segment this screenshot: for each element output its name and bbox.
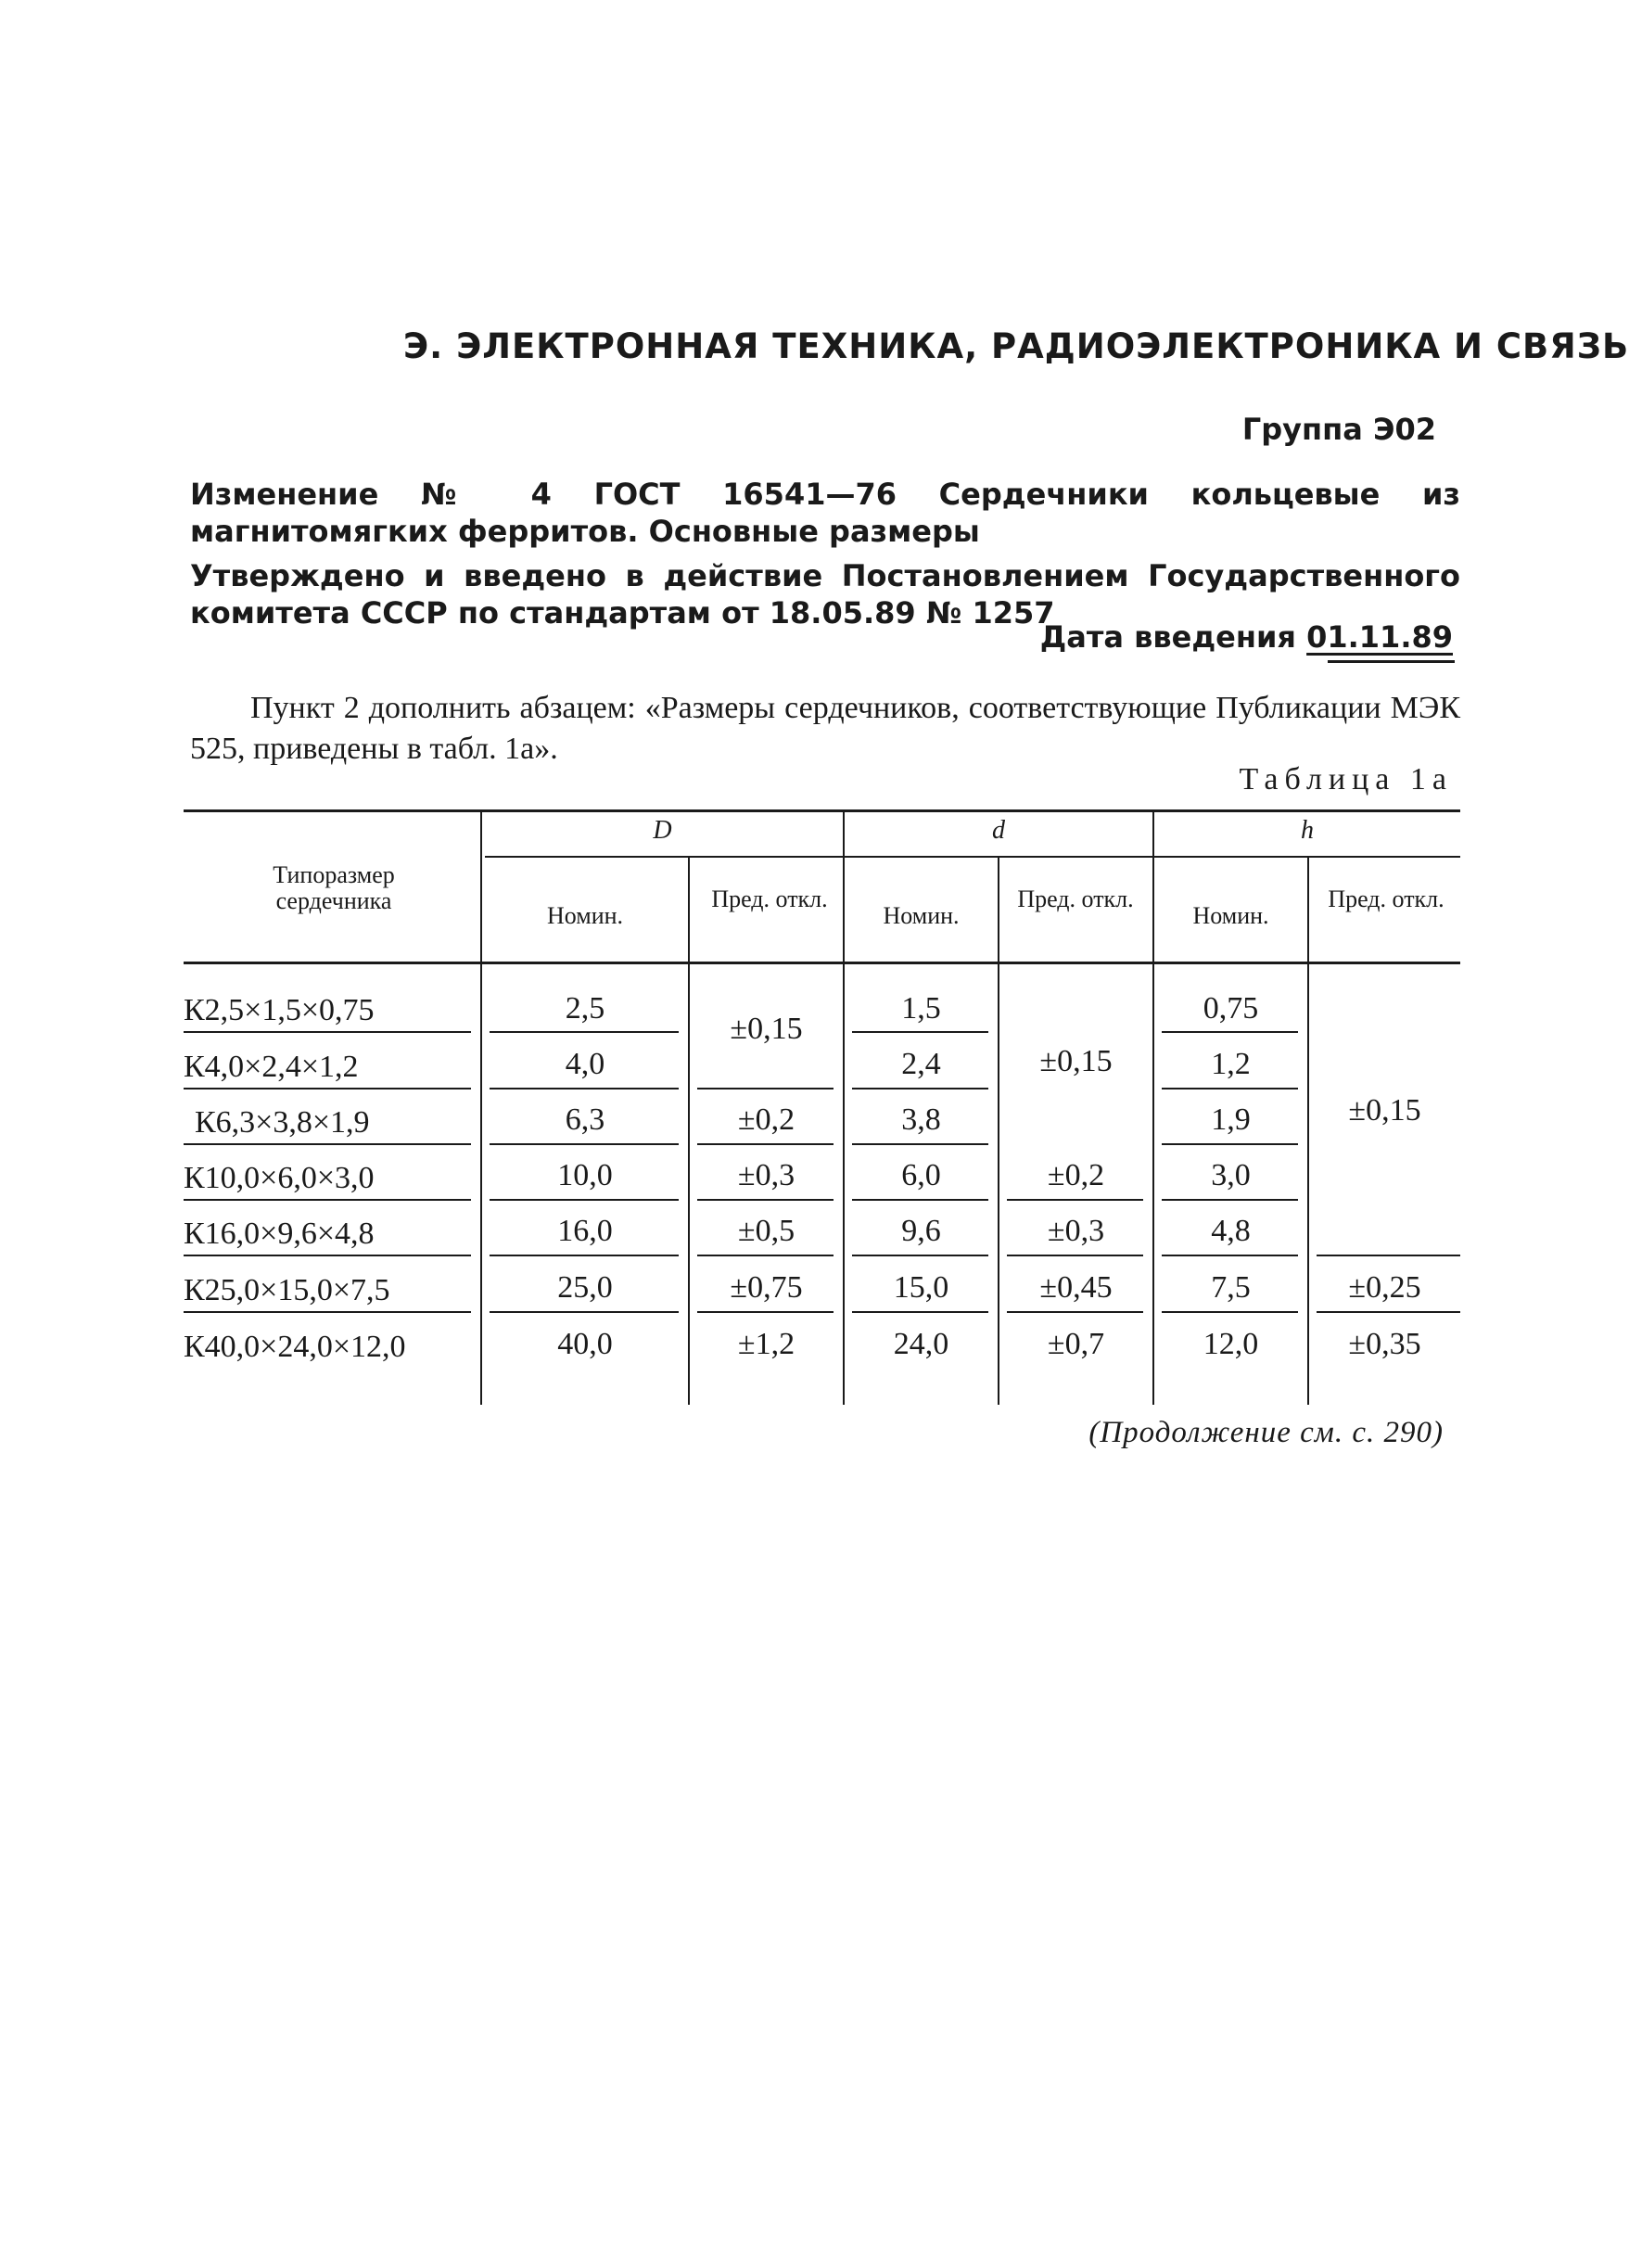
cell-D-nominal: 16,0 (557, 1214, 613, 1248)
row-underline (1162, 1031, 1298, 1033)
row-underline (490, 1311, 679, 1313)
row-underline (852, 1255, 988, 1256)
row-size-label: К2,5×1,5×0,75 (184, 993, 375, 1027)
group-header-d: d (992, 816, 1005, 845)
table-top-rule (184, 809, 1460, 812)
row-underline (1162, 1088, 1298, 1089)
introduction-date-value: 01.11.89 (1306, 619, 1453, 655)
cell-D-deviation: ±0,3 (737, 1158, 795, 1192)
row-underline (184, 1255, 471, 1256)
row-underline (184, 1199, 471, 1201)
row-underline (697, 1199, 834, 1201)
cell-D-nominal: 2,5 (565, 991, 605, 1026)
row-underline (490, 1255, 679, 1256)
cell-D-nominal: 6,3 (565, 1102, 605, 1137)
cell-D-deviation: ±0,2 (737, 1102, 795, 1137)
cell-D-deviation: ±0,75 (730, 1270, 803, 1305)
cell-D-deviation: ±1,2 (737, 1327, 795, 1361)
introduction-date-label: Дата введения (1039, 619, 1296, 655)
cell-D-deviation-merged: ±0,15 (730, 1012, 803, 1046)
column-rule (998, 858, 999, 1405)
row-underline (697, 1255, 834, 1256)
header-bottom-rule (184, 962, 1460, 964)
row-underline (184, 1031, 471, 1033)
group-label: Группа Э02 (1241, 412, 1436, 447)
group-header-D: D (653, 816, 672, 845)
cell-h-nominal: 1,2 (1211, 1047, 1251, 1081)
subheader-h-nominal: Номин. (1192, 902, 1269, 929)
cell-h-nominal: 1,9 (1211, 1102, 1251, 1137)
row-underline (697, 1143, 834, 1145)
cell-d-deviation: ±0,3 (1047, 1214, 1105, 1248)
cell-d-deviation-merged: ±0,15 (1039, 1044, 1113, 1078)
cell-h-deviation: ±0,35 (1348, 1327, 1421, 1361)
row-underline (490, 1143, 679, 1145)
column-rule (1307, 858, 1309, 1405)
row-underline (1162, 1255, 1298, 1256)
row-underline (852, 1031, 988, 1033)
row-size-label: К25,0×15,0×7,5 (184, 1273, 390, 1307)
body-paragraph: Пункт 2 дополнить абзацем: «Размеры сердечников, соответствующие Публикации МЭК 525, приведены в табл. 1а». (190, 691, 1460, 766)
row-size-label: К10,0×6,0×3,0 (184, 1161, 375, 1195)
cell-d-deviation: ±0,2 (1047, 1158, 1105, 1192)
row-underline (852, 1088, 988, 1089)
subheader-D-deviation: Пред. откл. (711, 886, 828, 912)
row-underline (697, 1311, 834, 1313)
approval-statement: Утверждено и введено в действие Постановлением Государственного комитета СССР по стандартам от 18.05.89 № 1257 (190, 558, 1460, 631)
section-heading: Э. ЭЛЕКТРОННАЯ ТЕХНИКА, РАДИОЭЛЕКТРОНИКА И СВЯЗЬ (403, 326, 1629, 366)
column-header-type-size: Типоразмер сердечника (273, 861, 395, 914)
row-size-label: К40,0×24,0×12,0 (184, 1330, 406, 1364)
cell-D-nominal: 10,0 (557, 1158, 613, 1192)
row-underline (1007, 1199, 1143, 1201)
cell-D-deviation: ±0,5 (737, 1214, 795, 1248)
row-underline (184, 1088, 471, 1089)
cell-d-deviation: ±0,7 (1047, 1327, 1105, 1361)
change-title: Изменение № 4 ГОСТ 16541—76 Сердечники кольцевые из магнитомягких ферритов. Основные размеры (190, 477, 1460, 549)
row-size-label: К16,0×9,6×4,8 (184, 1217, 375, 1251)
row-underline (1162, 1311, 1298, 1313)
row-underline (490, 1088, 679, 1089)
cell-d-deviation: ±0,45 (1039, 1270, 1113, 1305)
cell-d-nominal: 15,0 (893, 1270, 949, 1305)
subheader-d-deviation: Пред. откл. (1017, 886, 1134, 912)
cell-d-nominal: 3,8 (901, 1102, 941, 1137)
row-underline (1162, 1143, 1298, 1145)
row-underline (1162, 1199, 1298, 1201)
row-underline (184, 1143, 471, 1145)
cell-h-nominal: 12,0 (1203, 1327, 1259, 1361)
cell-D-nominal: 25,0 (557, 1270, 613, 1305)
row-size-label: К4,0×2,4×1,2 (184, 1050, 359, 1084)
introduction-date (1040, 619, 1453, 655)
cell-d-nominal: 2,4 (901, 1047, 941, 1081)
table-caption: Таблица 1а (1239, 762, 1453, 796)
cell-h-deviation-merged: ±0,15 (1348, 1093, 1421, 1128)
row-underline (1317, 1311, 1460, 1313)
row-underline (1317, 1255, 1460, 1256)
row-underline (1007, 1311, 1143, 1313)
cell-h-nominal: 7,5 (1211, 1270, 1251, 1305)
row-underline (852, 1199, 988, 1201)
subheader-d-nominal: Номин. (883, 902, 960, 929)
date-underline-rule (1328, 660, 1455, 663)
group-header-h: h (1301, 816, 1314, 845)
cell-D-nominal: 4,0 (565, 1047, 605, 1081)
row-underline (490, 1031, 679, 1033)
cell-h-deviation: ±0,25 (1348, 1270, 1421, 1305)
cell-D-nominal: 40,0 (557, 1327, 613, 1361)
cell-h-nominal: 3,0 (1211, 1158, 1251, 1192)
row-underline (490, 1199, 679, 1201)
row-underline (1007, 1255, 1143, 1256)
row-underline (852, 1143, 988, 1145)
cell-h-nominal: 0,75 (1203, 991, 1259, 1026)
cell-d-nominal: 6,0 (901, 1158, 941, 1192)
row-underline (697, 1088, 834, 1089)
cell-d-nominal: 1,5 (901, 991, 941, 1026)
row-underline (184, 1311, 471, 1313)
continuation-note: (Продолжение см. с. 290) (1088, 1416, 1444, 1449)
subheader-D-nominal: Номин. (546, 902, 624, 929)
cell-h-nominal: 4,8 (1211, 1214, 1251, 1248)
cell-d-nominal: 24,0 (893, 1327, 949, 1361)
subheader-h-deviation: Пред. откл. (1328, 886, 1444, 912)
row-size-label: К6,3×3,8×1,9 (195, 1105, 370, 1140)
row-underline (852, 1311, 988, 1313)
group-header-rule (485, 856, 1460, 858)
cell-d-nominal: 9,6 (901, 1214, 941, 1248)
